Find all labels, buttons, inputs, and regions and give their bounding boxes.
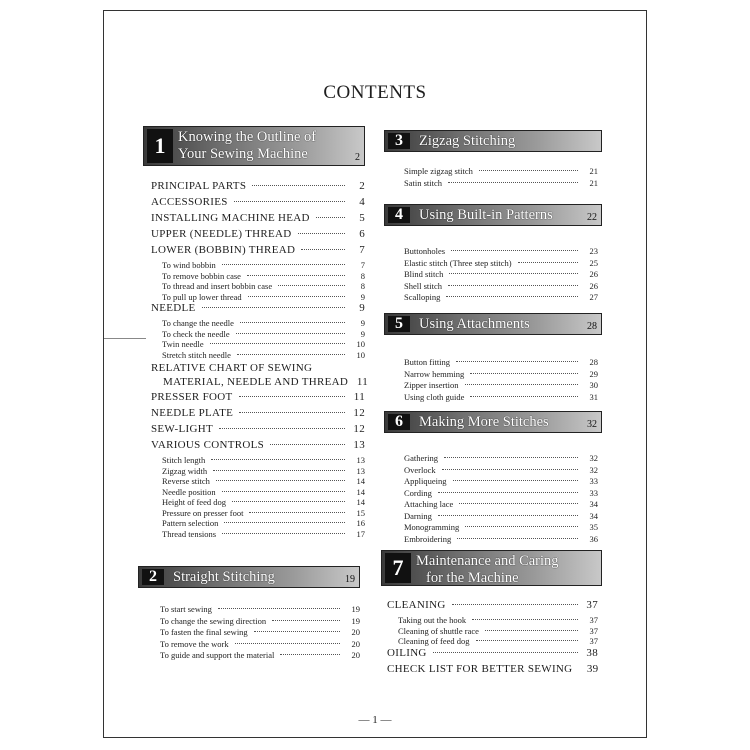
section-2-banner: 2 Straight Stitching 19	[138, 566, 360, 588]
toc-entry	[151, 508, 365, 519]
toc-entry-page: 20	[351, 638, 360, 649]
toc-entry-text: Narrow hemming	[404, 368, 465, 379]
leader-dots	[453, 480, 579, 481]
leader-dots	[222, 264, 345, 265]
toc-entry	[151, 407, 365, 423]
toc-entry-text: CLEANING	[387, 599, 446, 611]
toc-entry-page: 26	[589, 280, 598, 291]
toc-entry-page: 15	[356, 507, 365, 518]
toc-entry-text: Using cloth guide	[404, 391, 465, 402]
section-6-banner: 6 Making More Stitches 32	[384, 411, 602, 433]
toc-entry-text: Reverse stitch	[162, 476, 210, 486]
toc-entry-page: 10	[356, 339, 365, 349]
toc-entry	[160, 639, 360, 651]
toc-entry	[151, 318, 365, 329]
toc-entry-page: 16	[356, 518, 365, 528]
section-5-banner: 5 Using Attachments 28	[384, 313, 602, 335]
toc-entry-page: 13	[353, 439, 365, 451]
section-6-entries	[384, 453, 602, 545]
toc-entry-text: Button fitting	[404, 357, 451, 367]
toc-entry-text: Zipper insertion	[404, 380, 459, 390]
toc-entry	[404, 499, 598, 511]
toc-entry-text: Overlock	[404, 464, 436, 475]
toc-entry	[404, 246, 598, 258]
toc-entry-page: 31	[589, 391, 598, 402]
leader-dots	[452, 604, 578, 605]
toc-entry-page: 27	[589, 292, 598, 302]
leader-dots	[301, 249, 345, 250]
section-6	[384, 411, 602, 545]
toc-entry-page: 20	[351, 627, 360, 637]
toc-entry-page: 14	[356, 476, 365, 486]
section-7-banner: 7 Maintenance and Caring for the Machine	[381, 550, 602, 586]
toc-entry	[151, 529, 365, 540]
toc-entry-page: 19	[351, 615, 360, 626]
toc-entry-page: 17	[356, 528, 365, 539]
leader-dots	[278, 285, 345, 286]
page-number: — 1 —	[358, 714, 392, 726]
toc-entry-page: 33	[589, 476, 598, 486]
toc-entry	[404, 488, 598, 500]
toc-entry-page: 2	[359, 180, 365, 192]
toc-entry-page: 7	[359, 244, 365, 256]
toc-entry-text: SEW-LIGHT	[151, 423, 213, 435]
toc-entry-text: Monogramming	[404, 522, 460, 532]
toc-entry-text: Pressure on presser foot	[162, 507, 244, 518]
toc-entry-text: Stretch stitch needle	[162, 349, 231, 360]
toc-entry-text: Buttonholes	[404, 246, 446, 256]
toc-entry-page: 37	[589, 636, 598, 646]
toc-entry-page: 23	[589, 246, 598, 256]
leader-dots	[459, 503, 578, 504]
leader-dots	[272, 620, 340, 621]
leader-dots	[476, 640, 578, 641]
toc-entry	[404, 292, 598, 304]
toc-entry	[151, 518, 365, 529]
toc-entry	[151, 260, 365, 271]
toc-entry-text: Thread tensions	[162, 528, 217, 539]
section-4	[384, 204, 602, 304]
toc-entry	[404, 392, 598, 404]
toc-entry-text: Darning	[404, 510, 432, 521]
toc-entry-text: Cording	[404, 487, 432, 498]
toc-entry-page: 9	[360, 291, 365, 302]
toc-entry-page: 36	[589, 533, 598, 544]
section-page: 2	[355, 152, 360, 163]
toc-entry	[404, 369, 598, 381]
toc-entry-page: 9	[360, 318, 365, 328]
toc-entry	[151, 228, 365, 244]
toc-entry-page: 26	[589, 269, 598, 279]
leader-dots	[222, 533, 345, 534]
toc-entry-text: Shell stitch	[404, 280, 443, 291]
toc-entry-text: Embroidering	[404, 533, 452, 544]
section-3-entries	[384, 166, 602, 189]
toc-entry-text: To start sewing	[160, 604, 212, 614]
toc-entry-page: 6	[359, 228, 365, 240]
toc-entry-page: 37	[586, 599, 598, 611]
toc-entry	[151, 302, 365, 318]
toc-entry	[151, 329, 365, 340]
leader-dots	[249, 512, 345, 513]
toc-entry	[404, 511, 598, 523]
toc-entry-text: ACCESSORIES	[151, 196, 228, 208]
leader-dots	[316, 217, 345, 218]
toc-entry-page: 13	[356, 455, 365, 465]
leader-dots	[213, 470, 345, 471]
toc-entry-page: 39	[586, 662, 599, 675]
toc-entry-page: 9	[359, 302, 365, 314]
toc-entry	[151, 212, 365, 228]
leader-dots	[470, 396, 578, 397]
leader-dots	[518, 262, 578, 263]
toc-entry-text: LOWER (BOBBIN) THREAD	[151, 244, 296, 256]
toc-entry	[404, 534, 598, 546]
leader-dots	[438, 492, 578, 493]
toc-entry-page: 33	[589, 487, 598, 498]
toc-entry	[387, 626, 598, 637]
toc-entry-page: 12	[353, 423, 365, 435]
toc-entry-text: To pull up lower thread	[162, 291, 242, 302]
leader-dots	[470, 373, 578, 374]
toc-entry	[151, 350, 365, 361]
toc-entry	[151, 423, 365, 439]
toc-entry-text: OILING	[387, 646, 427, 659]
toc-entry-text: To guide and support the material	[160, 650, 275, 660]
leader-dots	[237, 354, 345, 355]
leader-dots	[202, 307, 345, 308]
toc-entry-text: Pattern selection	[162, 518, 219, 528]
toc-entry-text: VARIOUS CONTROLS	[151, 439, 265, 451]
leader-dots	[438, 515, 578, 516]
leader-dots	[446, 296, 578, 297]
toc-entry-page: 12	[353, 407, 365, 419]
leader-dots	[449, 273, 578, 274]
toc-entry-text: Cleaning of feed dog	[398, 636, 470, 646]
toc-entry-page: 21	[589, 177, 598, 188]
toc-entry-text: To remove the work	[160, 638, 229, 649]
section-2	[138, 566, 360, 662]
toc-entry	[404, 476, 598, 488]
toc-entry	[151, 455, 365, 466]
leader-dots	[252, 185, 345, 186]
section-4-banner: 4 Using Built-in Patterns 22	[384, 204, 602, 226]
section-4-entries	[384, 246, 602, 304]
toc-entry-page: 28	[589, 357, 598, 367]
leader-dots	[224, 522, 345, 523]
toc-entry	[387, 636, 598, 647]
left-column	[143, 126, 369, 539]
toc-entry-page: 20	[351, 650, 360, 660]
section-1-entries	[143, 180, 365, 360]
toc-entry	[151, 439, 365, 455]
toc-entry-page: 14	[356, 486, 365, 497]
toc-entry-text: CHECK LIST FOR BETTER SEWING	[387, 662, 573, 675]
toc-entry-page: 29	[589, 368, 598, 379]
toc-entry	[151, 271, 365, 282]
toc-entry	[151, 180, 365, 196]
leader-dots	[298, 233, 345, 234]
section-title: Knowing the Outline of Your Sewing Machine	[178, 129, 317, 162]
section-1-banner	[143, 126, 365, 166]
leader-dots	[218, 608, 340, 609]
toc-entry	[151, 487, 365, 498]
leader-dots	[222, 491, 345, 492]
leader-dots	[465, 526, 578, 527]
toc-entry	[404, 522, 598, 534]
toc-entry	[151, 281, 365, 292]
toc-entry-page: 9	[360, 328, 365, 339]
toc-entry-text: Twin needle	[162, 339, 204, 349]
toc-entry-text: To check the needle	[162, 328, 230, 339]
toc-entry-page: 32	[589, 464, 598, 475]
toc-entry-text: Cleaning of shuttle race	[398, 625, 479, 636]
toc-entry	[160, 616, 360, 628]
toc-entry-text: Height of feed dog	[162, 497, 226, 507]
toc-entry-text: To wind bobbin	[162, 260, 216, 270]
leader-dots	[232, 501, 345, 502]
toc-entry-text: Appliqueing	[404, 476, 447, 486]
leader-dots	[234, 201, 345, 202]
toc-entry-text: Stitch length	[162, 455, 206, 465]
leader-dots	[236, 333, 345, 334]
toc-entry-page: 38	[586, 646, 598, 659]
toc-entry	[404, 357, 598, 369]
leader-dots	[216, 480, 345, 481]
toc-entry-page: 19	[351, 604, 360, 614]
leader-dots	[248, 296, 345, 297]
toc-entry-page: 35	[589, 522, 598, 532]
leader-dots	[472, 619, 578, 620]
section-1-entries-2	[143, 391, 365, 539]
toc-entry-text: Elastic stitch (Three step stitch)	[404, 257, 512, 268]
toc-entry-page: 34	[589, 499, 598, 509]
toc-entry-page: 13	[356, 465, 365, 476]
leader-dots	[448, 182, 578, 183]
toc-entry-page: 8	[360, 281, 365, 291]
toc-entry	[404, 380, 598, 392]
page-title: CONTENTS	[323, 82, 427, 103]
toc-entry-text: PRESSER FOOT	[151, 391, 233, 403]
toc-entry	[160, 604, 360, 616]
toc-entry-page: 7	[360, 260, 365, 270]
leader-dots	[465, 384, 578, 385]
leader-dots	[448, 285, 578, 286]
toc-entry-text: Attaching lace	[404, 499, 454, 509]
toc-entry	[404, 269, 598, 281]
toc-entry-text: To remove bobbin case	[162, 270, 241, 281]
toc-entry	[404, 281, 598, 293]
section-5-entries	[384, 357, 602, 403]
leader-dots	[433, 652, 578, 653]
leader-dots	[240, 322, 345, 323]
leader-dots	[457, 538, 578, 539]
leader-dots	[485, 630, 578, 631]
toc-entry-text: NEEDLE	[151, 302, 196, 314]
toc-entry	[404, 258, 598, 270]
toc-entry	[151, 244, 365, 260]
leader-dots	[442, 469, 578, 470]
toc-entry	[151, 292, 365, 303]
toc-entry-text: Taking out the hook	[398, 615, 467, 625]
toc-entry-text: To change the sewing direction	[160, 615, 267, 626]
toc-entry	[151, 497, 365, 508]
toc-entry-text: Blind stitch	[404, 269, 444, 279]
toc-entry-page: 30	[589, 380, 598, 390]
toc-entry	[387, 599, 598, 615]
leader-dots	[247, 275, 345, 276]
leader-dots	[211, 459, 345, 460]
toc-entry-page: 10	[356, 349, 365, 360]
section-3	[384, 130, 602, 189]
toc-entry-text: NEEDLE PLATE	[151, 407, 234, 419]
toc-entry-page: 8	[360, 270, 365, 281]
toc-entry	[404, 465, 598, 477]
section-number: 1	[147, 129, 173, 163]
leader-dots	[210, 343, 345, 344]
toc-entry-text: Needle position	[162, 486, 216, 497]
scan-mark	[104, 338, 146, 339]
leader-dots	[479, 170, 578, 171]
leader-dots	[280, 654, 340, 655]
toc-entry	[160, 627, 360, 639]
toc-entry-page: 34	[589, 510, 598, 521]
toc-entry	[151, 466, 365, 477]
toc-entry	[387, 663, 598, 679]
toc-entry	[404, 453, 598, 465]
toc-entry-page: 5	[359, 212, 365, 224]
toc-entry-page: 32	[589, 453, 598, 463]
toc-entry-text: INSTALLING MACHINE HEAD	[151, 212, 310, 224]
relative-chart-entry: RELATIVE CHART OF SEWING MATERIAL, NEEDLE AND THREAD 11	[151, 362, 369, 388]
toc-entry	[151, 196, 365, 212]
toc-entry	[151, 339, 365, 350]
toc-entry-page: 21	[589, 166, 598, 176]
toc-entry	[387, 615, 598, 626]
toc-entry-text: UPPER (NEEDLE) THREAD	[151, 228, 292, 240]
section-7-entries	[381, 599, 602, 679]
leader-dots	[239, 396, 345, 397]
toc-entry-page: 4	[359, 196, 365, 208]
leader-dots	[239, 412, 345, 413]
toc-entry	[387, 647, 598, 663]
leader-dots	[451, 250, 578, 251]
leader-dots	[254, 631, 340, 632]
toc-entry	[151, 476, 365, 487]
toc-entry	[404, 166, 598, 178]
toc-entry-text: Satin stitch	[404, 177, 443, 188]
section-2-entries	[138, 604, 360, 662]
toc-entry-page: 11	[353, 391, 365, 403]
toc-entry-text: To change the needle	[162, 318, 234, 328]
leader-dots	[219, 428, 345, 429]
toc-entry-page: 25	[589, 257, 598, 268]
toc-entry-text: PRINCIPAL PARTS	[151, 180, 247, 192]
toc-entry	[160, 650, 360, 662]
leader-dots	[444, 457, 578, 458]
toc-entry-text: Simple zigzag stitch	[404, 166, 473, 176]
section-7	[381, 550, 602, 679]
toc-entry-text: To fasten the final sewing	[160, 627, 248, 637]
toc-entry-page: 14	[356, 497, 365, 507]
toc-entry-text: Zigzag width	[162, 465, 208, 476]
toc-entry-page: 37	[589, 615, 598, 625]
toc-entry-text: Gathering	[404, 453, 438, 463]
leader-dots	[270, 444, 345, 445]
toc-entry	[404, 178, 598, 190]
toc-entry-page: 37	[589, 625, 598, 636]
toc-entry	[151, 391, 365, 407]
toc-entry-text: Scalloping	[404, 292, 441, 302]
section-5	[384, 313, 602, 403]
leader-dots	[235, 643, 340, 644]
toc-entry-text: To thread and insert bobbin case	[162, 281, 273, 291]
section-3-banner: 3 Zigzag Stitching	[384, 130, 602, 152]
leader-dots	[456, 361, 578, 362]
